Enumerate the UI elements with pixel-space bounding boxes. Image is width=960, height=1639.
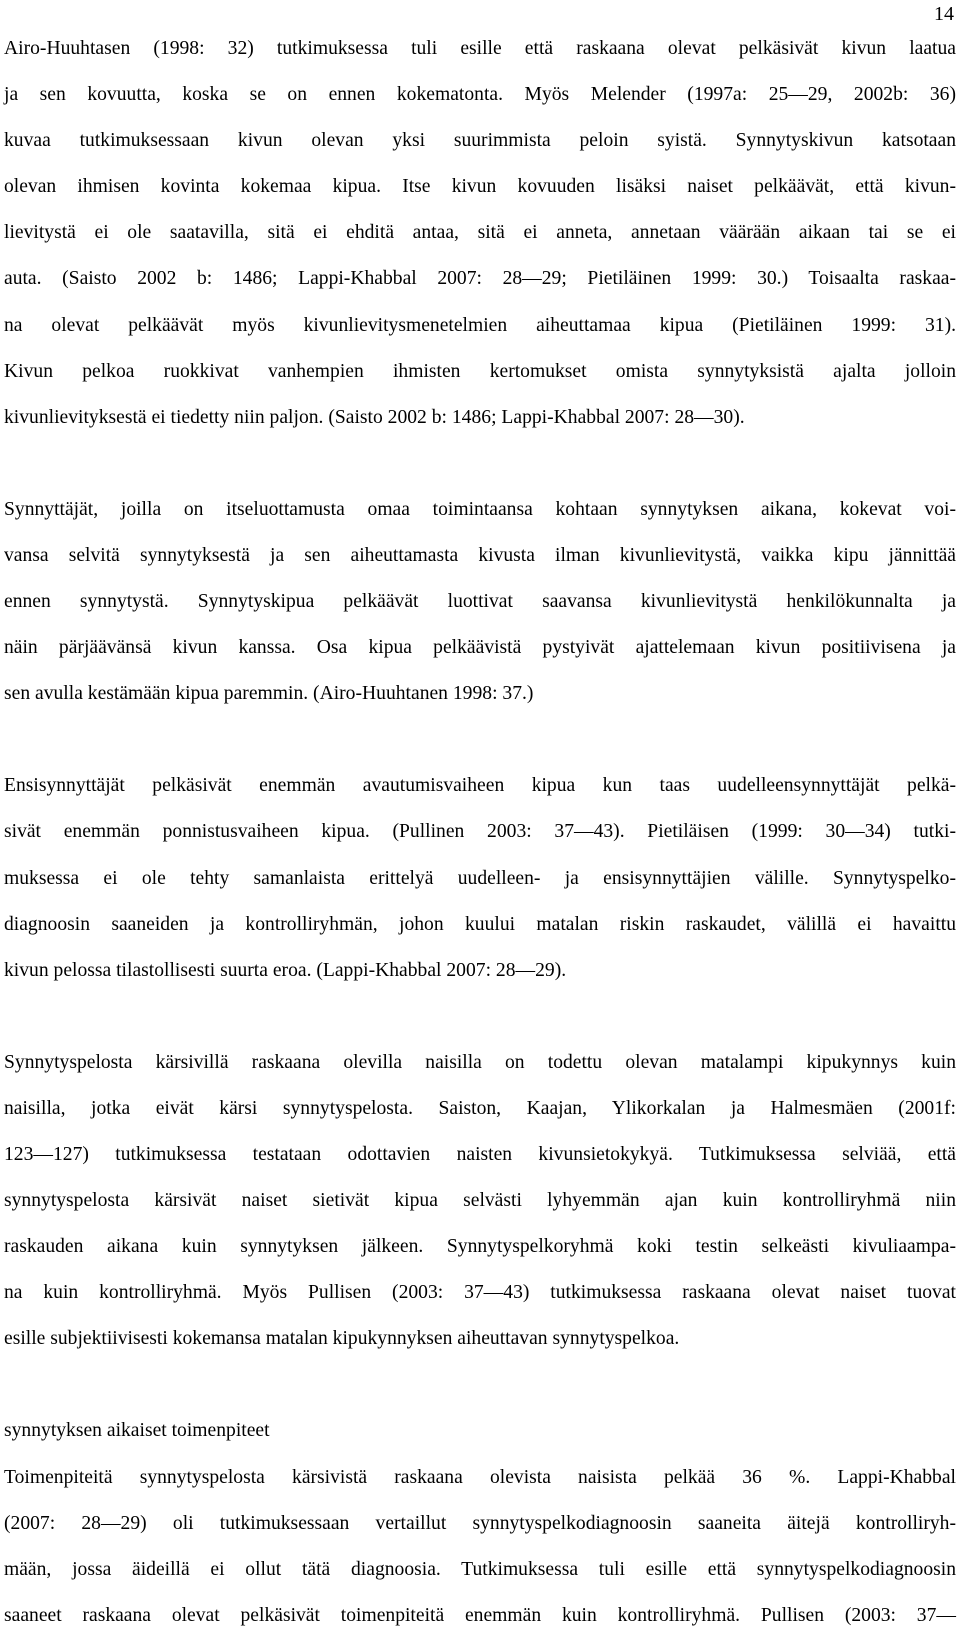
text-line: saaneet raskaana olevat pelkäsivät toimenpiteitä enemmän kuin kontrolliryhmä. Pullisen (2003: 37— [4, 1604, 956, 1626]
text-line: Toimenpiteitä synnytyspelosta kärsivistä raskaana olevista naisista pelkää 36 %. Lappi-Khabbal [4, 1466, 956, 1488]
paragraph-ensisynnyttajat [4, 763, 956, 993]
paragraph-spacer [4, 994, 956, 1040]
text-line: (2007: 28—29) oli tutkimuksessaan vertaillut synnytyspelkodiagnoosin saaneita äitejä kontrolliryh- [4, 1512, 956, 1534]
text-line: lievitystä ei ole saatavilla, sitä ei ehditä antaa, sitä ei anneta, annetaan väärään aikaan tai se ei [4, 222, 956, 244]
text-line: na olevat pelkäävät myös kivunlievitysmenetelmien aiheuttamaa kipua (Pietiläinen 1999: 31). [4, 314, 956, 336]
text-line: esille subjektiivisesti kokemansa matalan kipukynnyksen aiheuttavan synnytyspelkoa. [4, 1328, 680, 1350]
document-body [4, 26, 956, 1639]
text-line: Synnytyspelosta kärsivillä raskaana olevilla naisilla on todettu olevan matalampi kipukynnys kuin [4, 1051, 956, 1073]
page-number: 14 [934, 3, 954, 25]
text-line: näin pärjäävänsä kivun kanssa. Osa kipua pelkäävistä pystyivät ajattelemaan kivun positiivisena ja [4, 637, 956, 659]
text-line: diagnoosin saaneiden ja kontrolliryhmän, johon kuului matalan riskin raskaudet, välillä ei havaittu [4, 913, 956, 935]
text-line: kuvaa tutkimuksessaan kivun olevan yksi suurimmista peloin syistä. Synnytyskivun katsotaan [4, 130, 956, 152]
text-line: olevan ihmisen kovinta kokemaa kipua. Itse kivun kovuuden lisäksi naiset pelkäävät, että kivun- [4, 176, 956, 198]
text-line: ja sen kovuutta, koska se on ennen kokematonta. Myös Melender (1997a: 25—29, 2002b: 36) [4, 84, 956, 106]
text-line: Kivun pelkoa ruokkivat vanhempien ihmisten kertomukset omista synnytyksistä ajalta jolloin [4, 360, 956, 382]
text-line: Ensisynnyttäjät pelkäsivät enemmän avautumisvaiheen kipua kun taas uudelleensynnyttäjät pelkä- [4, 775, 956, 797]
text-line: raskauden aikana kuin synnytyksen jälkeen. Synnytyspelkoryhmä koki testin selkeästi kivuliaampa- [4, 1236, 956, 1258]
text-line: kivun pelossa tilastollisesti suurta eroa. (Lappi-Khabbal 2007: 28—29). [4, 959, 567, 981]
text-line: muksessa ei ole tehty samanlaista erittelyä uudelleen- ja ensisynnyttäjien välille. Synnytyspelko- [4, 867, 956, 889]
text-line: auta. (Saisto 2002 b: 1486; Lappi-Khabbal 2007: 28—29; Pietiläinen 1999: 30.) Toisaalta raskaa- [4, 268, 956, 290]
text-line: 123—127) tutkimuksessa testataan odottavien naisten kivunsietokykyä. Tutkimuksessa selviää, että [4, 1143, 956, 1165]
text-line: vansa selvitä synnytyksestä ja sen aiheuttamasta kivusta ilman kivunlievitystä, vaikka kipu jännittää [4, 544, 956, 566]
text-line: sen avulla kestämään kipua paremmin. (Airo-Huuhtanen 1998: 37.) [4, 683, 534, 705]
section-toimenpiteet [4, 1408, 956, 1638]
paragraph-spacer [4, 717, 956, 763]
text-line: naisilla, jotka eivät kärsi synnytyspelosta. Saiston, Kaajan, Ylikorkalan ja Halmesmäen (2001f: [4, 1097, 956, 1119]
text-line: Airo-Huuhtasen (1998: 32) tutkimuksessa tuli esille että raskaana olevat pelkäsivät kivun laatua [4, 38, 956, 59]
paragraph-kipukynnys [4, 1040, 956, 1363]
paragraph-spacer [4, 1362, 956, 1408]
text-line: sivät enemmän ponnistusvaiheen kipua. (Pullinen 2003: 37—43). Pietiläisen (1999: 30—34) tutki- [4, 821, 956, 843]
text-line: ennen synnytystä. Synnytyskipua pelkäävät luottivat saavansa kivunlievitystä henkilökunnalta ja [4, 591, 956, 613]
text-line: Synnyttäjät, joilla on itseluottamusta omaa toimintaansa kohtaan synnytyksen aikana, kokevat voi- [4, 498, 956, 520]
section-heading: synnytyksen aikaiset toimenpiteet [4, 1420, 270, 1442]
paragraph-spacer [4, 441, 956, 487]
paragraph-kivun-laatu [4, 26, 956, 441]
paragraph-itseluottamus [4, 487, 956, 717]
text-line: mään, jossa äideillä ei ollut tätä diagnoosia. Tutkimuksessa tuli esille että synnytyspelkodiagnoosin [4, 1558, 956, 1580]
text-line: kivunlievityksestä ei tiedetty niin paljon. (Saisto 2002 b: 1486; Lappi-Khabbal 2007: 28—30). [4, 406, 745, 428]
text-line: na kuin kontrolliryhmä. Myös Pullisen (2003: 37—43) tutkimuksessa raskaana olevat naiset tuovat [4, 1282, 956, 1304]
text-line: synnytyspelosta kärsivät naiset sietivät kipua selvästi lyhyemmän ajan kuin kontrolliryhmä niin [4, 1190, 956, 1212]
